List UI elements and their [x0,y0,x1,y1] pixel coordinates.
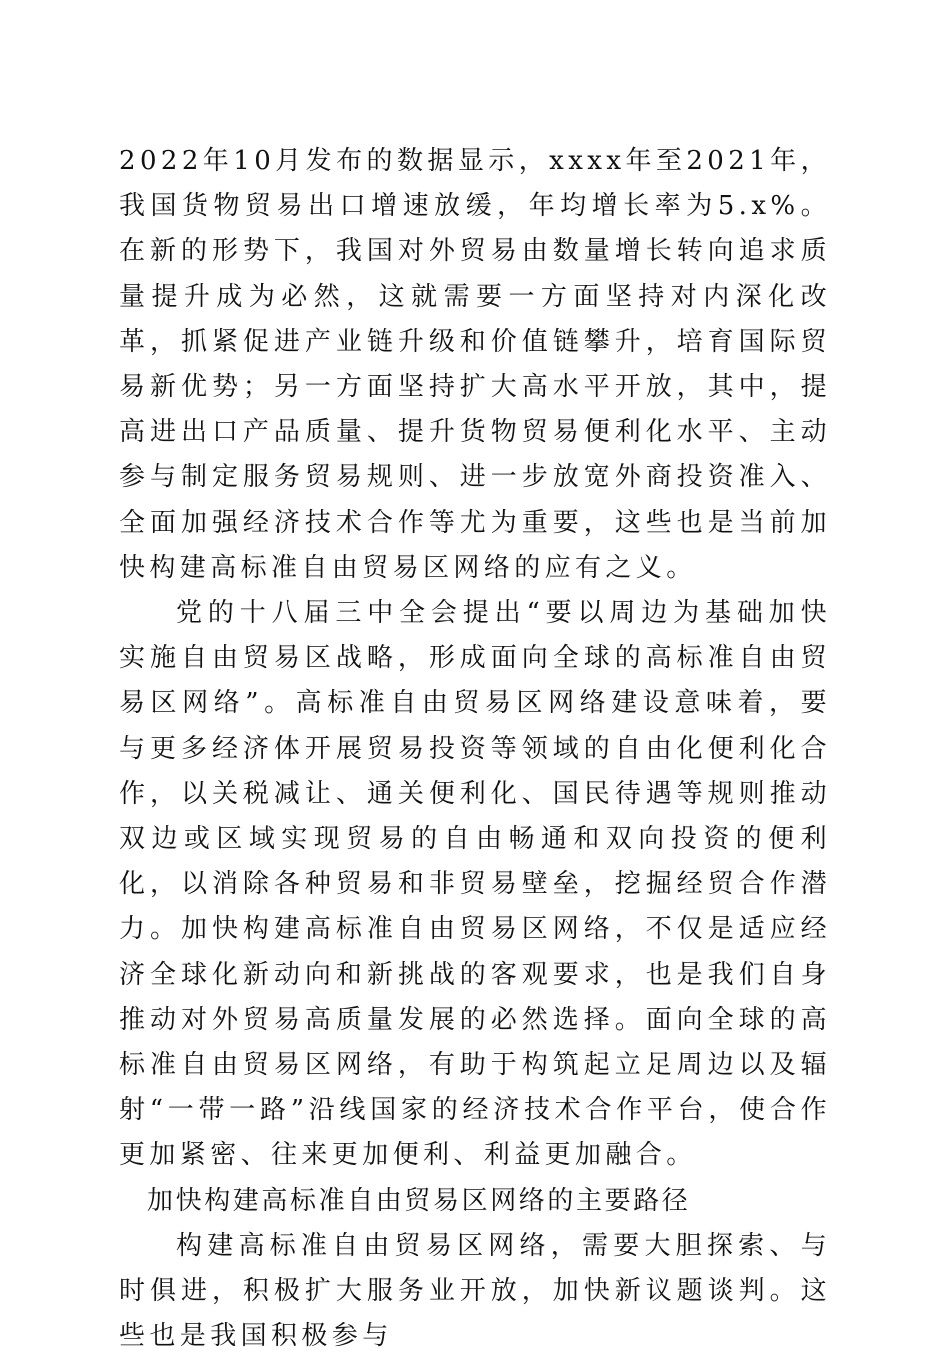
document-body [119,139,831,1359]
section-heading: 加快构建高标准自由贸易区网络的主要路径 [147,1185,691,1216]
body-paragraph-continued: 2022年10月发布的数据显示，xxxx年至2021年，我国货物贸易出口增速放缓，年均增长率为5.x%。在新的形势下，我国对外贸易由数量增长转向追求质量提升成为必然，这就需要一方面坚持对内深化改革，抓紧促进产业链升级和价值链攀升，培育国际贸易新优势；另一方面坚持扩大高水平开放，其中，提高进出口产品质量、提升货物贸易便利化水平、主动参与制定服务贸易规则、进一步放宽外商投资准入、全面加强经济技术合作等尤为重要，这些也是当前加快构建高标准自由贸易区网络的应有之义。 [119,146,831,583]
body-paragraph: 构建高标准自由贸易区网络，需要大胆探索、与时俱进，积极扩大服务业开放，加快新议题谈判。这些也是我国积极参与 [119,1230,831,1352]
body-paragraph: 党的十八届三中全会提出“要以周边为基础加快实施自由贸易区战略，形成面向全球的高标准自由贸易区网络”。高标准自由贸易区网络建设意味着，要与更多经济体开展贸易投资等领域的自由化便利化合作，以关税减让、通关便利化、国民待遇等规则推动双边或区域实现贸易的自由畅通和双向投资的便利化，以消除各种贸易和非贸易壁垒，挖掘经贸合作潜力。加快构建高标准自由贸易区网络，不仅是适应经济全球化新动向和新挑战的客观要求，也是我们自身推动对外贸易高质量发展的必然选择。面向全球的高标准自由贸易区网络，有助于构筑起立足周边以及辐射“一带一路”沿线国家的经济技术合作平台，使合作更加紧密、往来更加便利、利益更加融合。 [119,598,831,1171]
